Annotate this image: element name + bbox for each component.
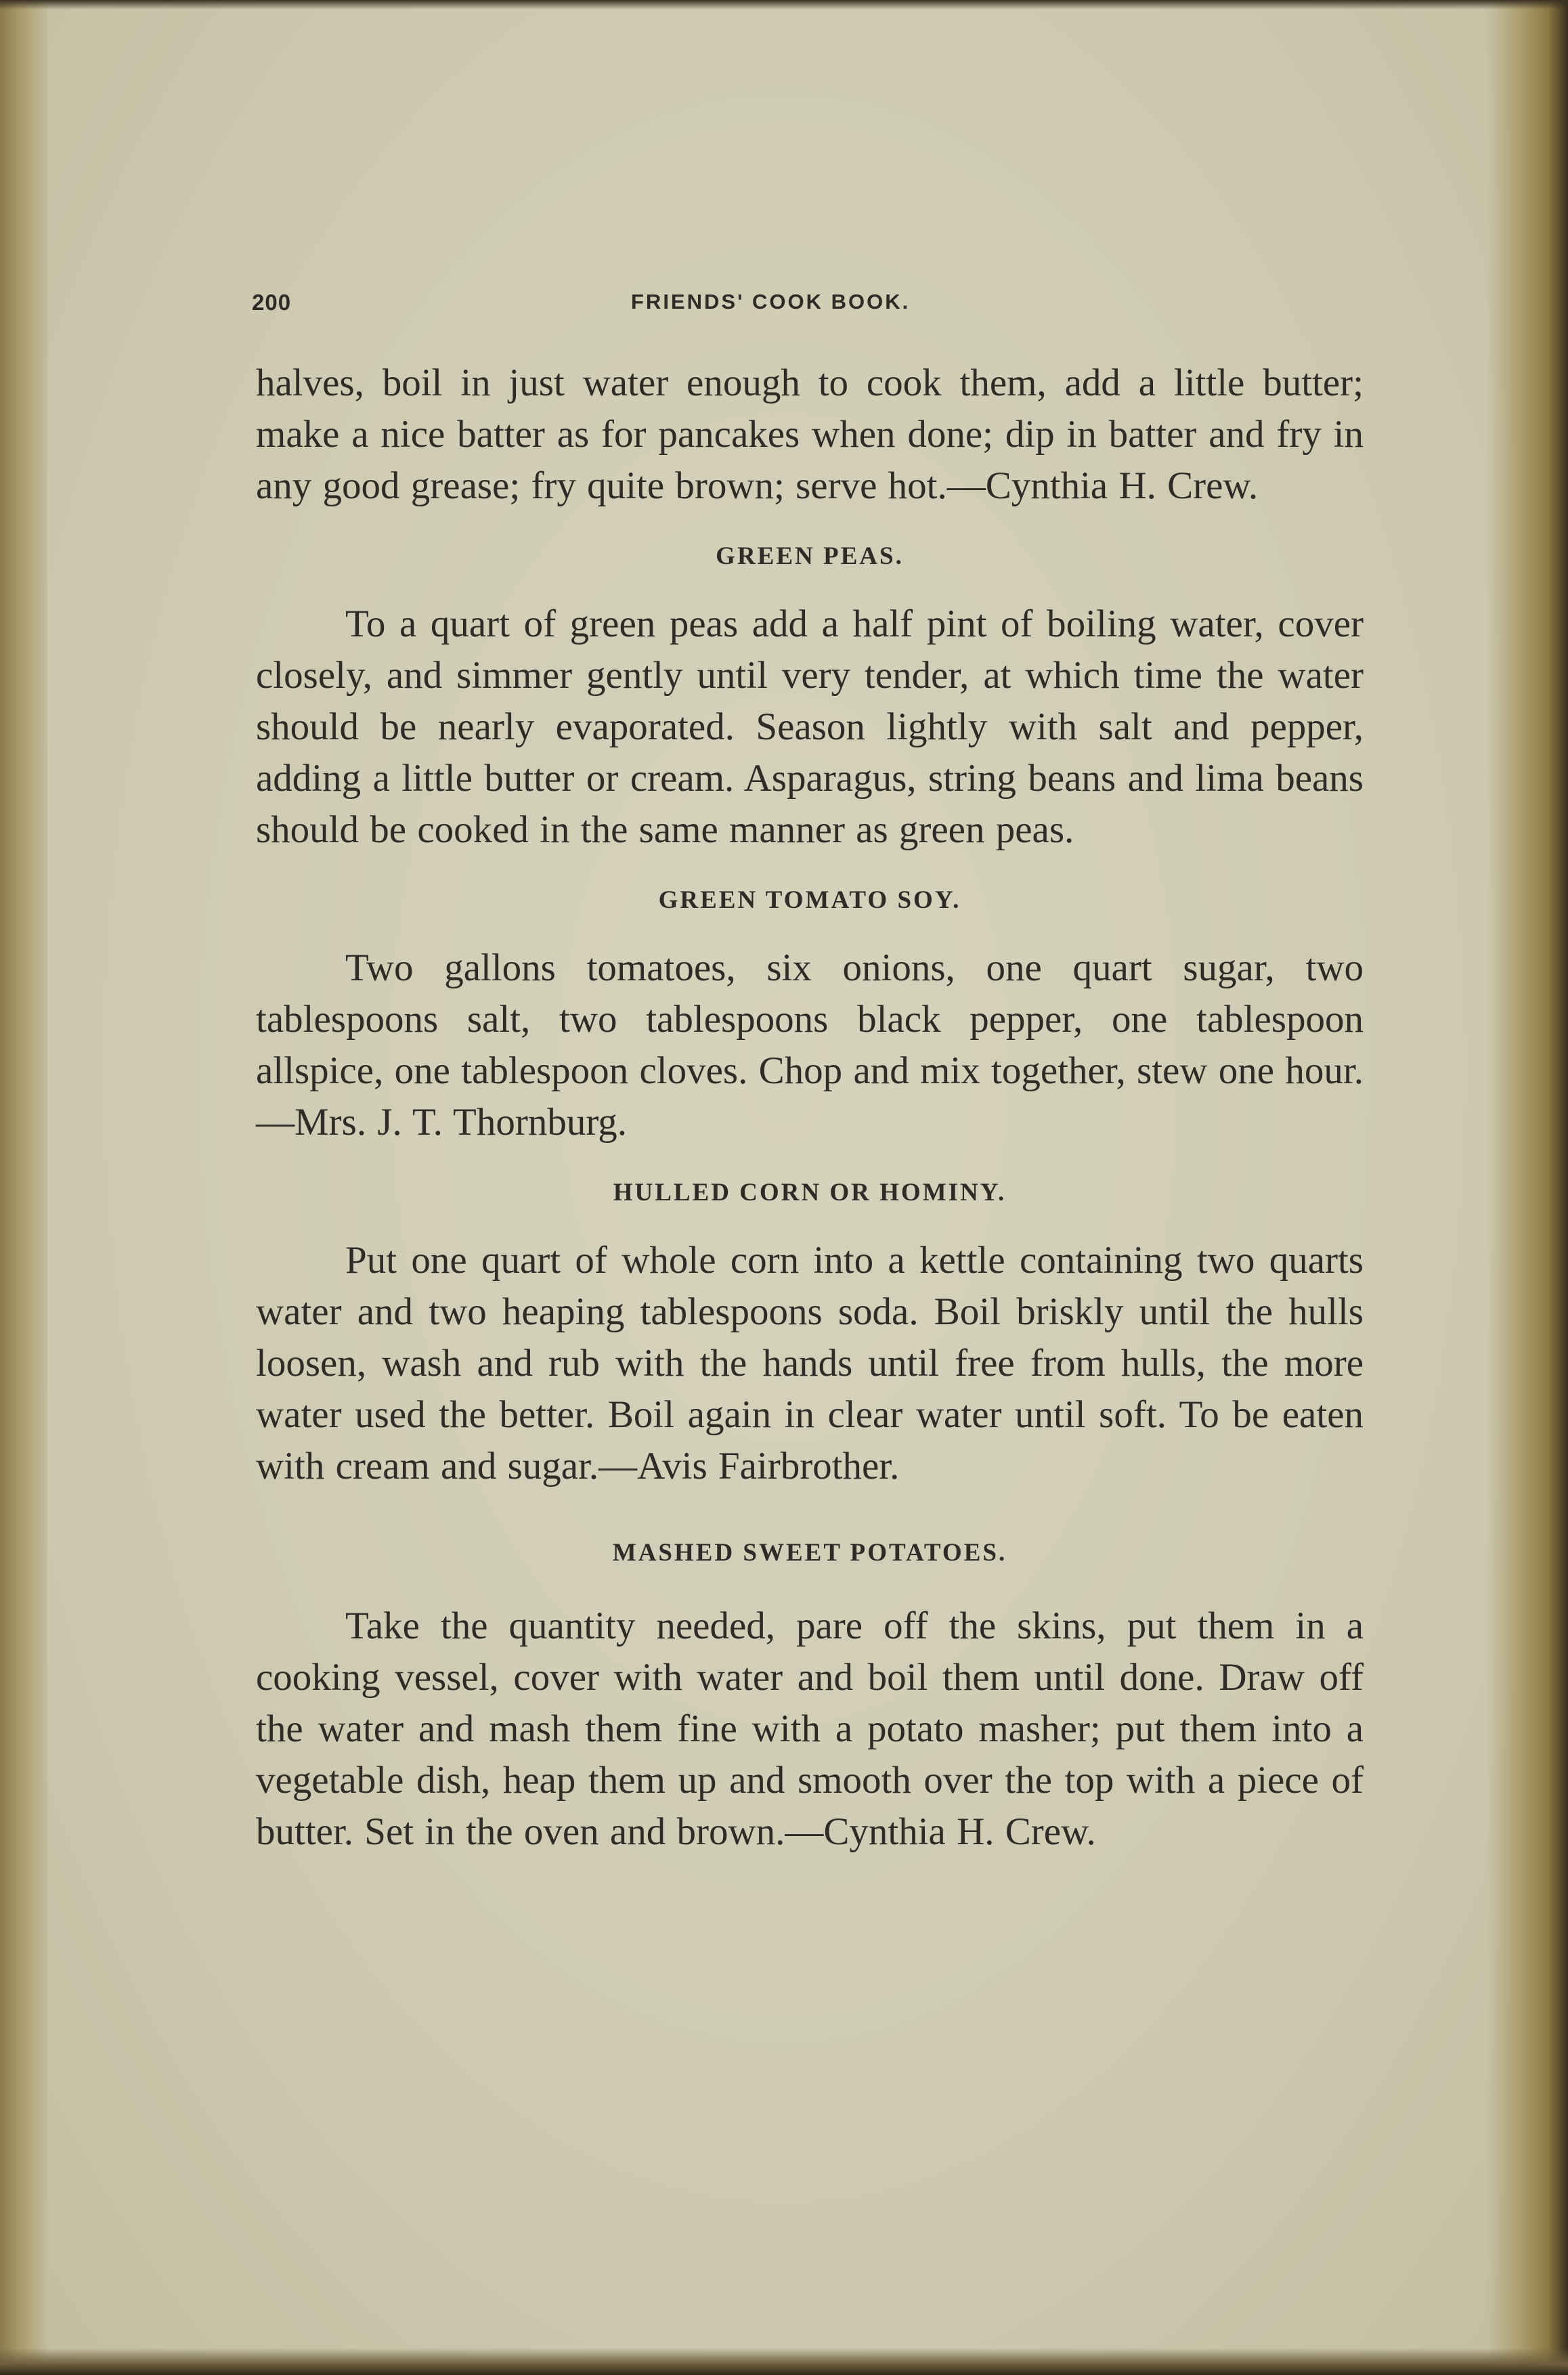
recipe-body: To a quart of green peas add a half pint of boiling water, cover closely, and simmer gently until very tender, at which time the water should be nearly evaporated. Season lightly with salt and pepper, adding a little butter or cream. Asparagus, string beans and lima beans should be cooked in the same manner as green peas. [256, 603, 1364, 851]
recipe-title: GREEN PEAS. [716, 542, 904, 570]
recipe-title: HULLED CORN OR HOMINY. [613, 1179, 1007, 1206]
recipe-body: Two gallons tomatoes, six onions, one quart sugar, two tablespoons salt, two tablespoons black pepper, one tablespoon allspice, one tablespoon cloves. Chop and mix together, stew one hour.—Mrs. J. T. Thornburg. [256, 946, 1364, 1143]
book-title: FRIENDS' COOK BOOK. [631, 290, 911, 313]
text-block [256, 357, 1364, 1858]
book-spine-shadow [0, 0, 47, 2375]
recipe-title: MASHED SWEET POTATOES. [612, 1539, 1007, 1567]
page-number: 200 [252, 290, 292, 315]
continuation-paragraph: halves, boil in just water enough to cook them, add a little butter; make a nice batter as for pancakes when done; dip in batter and fry in any good grease; fry quite brown; serve hot.—Cynthia H. Crew. [256, 362, 1364, 507]
recipe-body: Put one quart of whole corn into a kettle containing two quarts water and two heaping tablespoons soda. Boil briskly until the hulls loosen, wash and rub with the hands until free from hulls, the more water used the better. Boil again in clear water until soft. To be eaten with cream and sugar.—Avis Fairbrother. [256, 1239, 1364, 1487]
recipe-body: Take the quantity needed, pare off the skins, put them in a cooking vessel, cover with water and boil them until done. Draw off the water and mash them fine with a potato masher; put them into a vegetable dish, heap them up and smooth over the top with a piece of butter. Set in the oven and brown.—Cynthia H. Crew. [256, 1605, 1364, 1853]
running-head [252, 290, 1369, 330]
page-edge-top [0, 0, 1568, 9]
page-edge-right [1487, 0, 1568, 2375]
recipe-title: GREEN TOMATO SOY. [658, 886, 961, 914]
page-edge-bottom [0, 2348, 1568, 2375]
